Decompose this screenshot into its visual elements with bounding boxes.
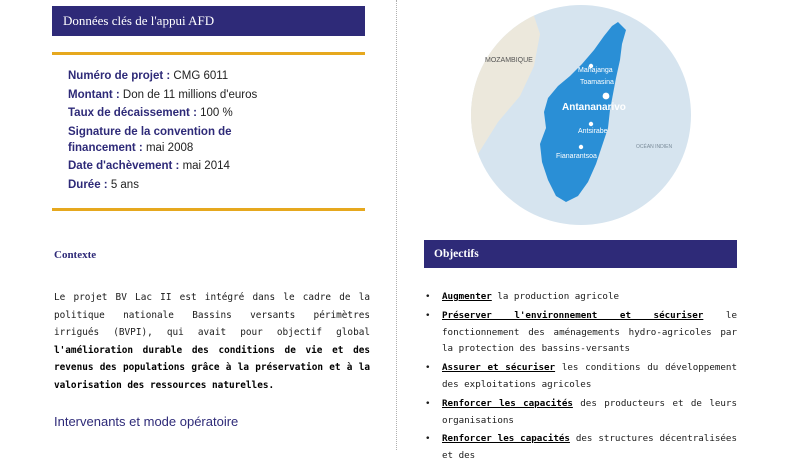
- intervenants-title: Intervenants et mode opératoire: [54, 414, 239, 429]
- fianarantsoa-label: Fianarantsoa: [556, 153, 597, 160]
- objectif-item: • Assurer et sécuriser les conditions du développement des exploitations agricoles: [425, 362, 737, 390]
- objectifs-list: [425, 289, 737, 467]
- fact-amount: Montant : Don de 11 millions d'euros: [68, 88, 258, 101]
- column-divider: [396, 0, 397, 450]
- objectif-item: • Augmenter la production agricole: [425, 289, 737, 306]
- antananarivo-label: Antananarivo: [562, 102, 626, 113]
- antsirabe-label: Antsirabe: [578, 128, 608, 135]
- key-facts-header: Données clés de l'appui AFD: [52, 6, 365, 36]
- bullet-icon: •: [425, 433, 431, 445]
- objectifs-header: Objectifs: [424, 240, 737, 268]
- mahajanga-label: Mahajanga: [578, 67, 613, 74]
- bullet-icon: •: [425, 309, 431, 321]
- fianarantsoa-dot: [579, 145, 583, 149]
- key-facts-bottom-rule: [52, 208, 365, 211]
- objectif-item: • Préserver l'environnement et sécuriser le fonctionnement des aménagements hydro-agricoles par la protection des bassins-versants: [425, 309, 737, 355]
- bullet-icon: •: [425, 362, 431, 374]
- fact-signature: Signature de la convention de financement : mai 2008: [68, 125, 232, 154]
- toamasina-label: Toamasina: [580, 79, 614, 86]
- key-facts-list: [68, 68, 358, 196]
- objectif-item: • Renforcer les capacités des structures décentralisées et des: [425, 433, 737, 462]
- contexte-title: Contexte: [54, 249, 97, 261]
- contexte-paragraph: Le projet BV Lac II est intégré dans le cadre de la politique nationale Bassins versants périmètres irrigués (BVPI), qui avait pour objectif global l'amélioration durable des conditions de vie et des revenus des populations grâce à la préservation et à la valorisation des ressources naturelles.: [54, 292, 370, 391]
- madagascar-map: [470, 4, 692, 226]
- capital-dot: [603, 93, 610, 100]
- bullet-icon: •: [425, 291, 431, 302]
- fact-project-number: Numéro de projet : CMG 6011: [68, 70, 229, 82]
- mozambique-label: MOZAMBIQUE: [485, 57, 533, 64]
- key-facts-top-rule: [52, 52, 365, 55]
- fact-completion-date: Date d'achèvement : mai 2014: [68, 160, 230, 173]
- antsirabe-dot: [589, 122, 593, 126]
- fact-duration: Durée : 5 ans: [68, 178, 139, 191]
- bullet-icon: •: [425, 397, 431, 409]
- objectif-item: • Renforcer les capacités des producteurs et de leurs organisations: [425, 397, 737, 426]
- fact-disbursement-rate: Taux de décaissement : 100 %: [68, 107, 233, 120]
- ocean-label: OCÉAN INDIEN: [636, 144, 673, 150]
